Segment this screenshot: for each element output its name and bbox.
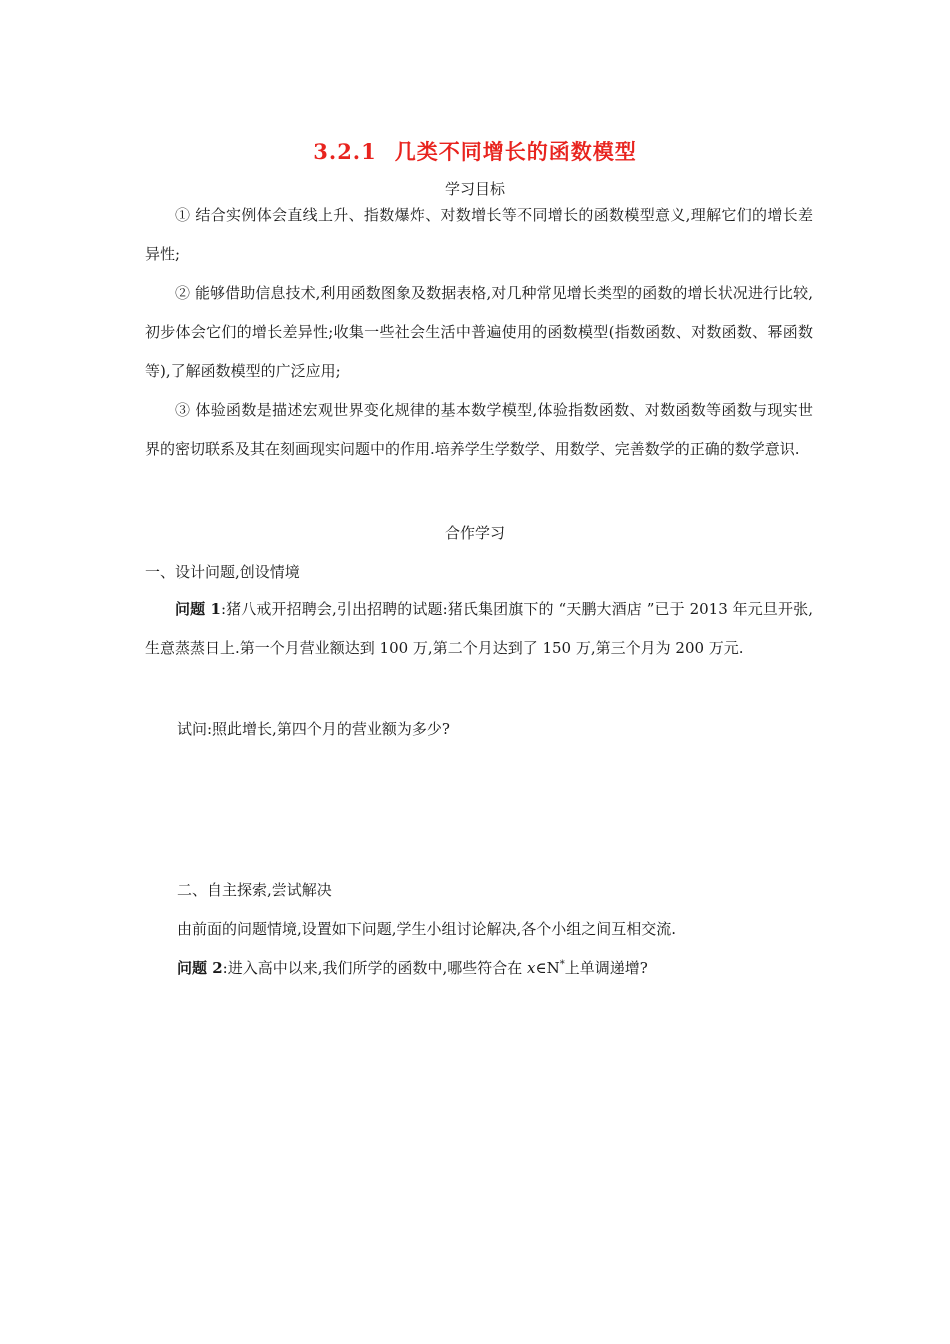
problem-1-question: 试问:照此增长,第四个月的营业额为多少? <box>177 720 450 738</box>
problem-2-variable: x <box>527 959 536 977</box>
problem-2-before: :进入高中以来,我们所学的函数中,哪些符合在 <box>222 959 528 977</box>
problem-2-set: ∈N <box>535 959 560 977</box>
problem-1 <box>145 590 813 668</box>
title-text: 几类不同增长的函数模型 <box>394 139 637 164</box>
objectives-heading: 学习目标 <box>444 180 505 198</box>
section-number: 3.2.1 <box>313 139 377 164</box>
objective-item-1: ① 结合实例体会直线上升、指数爆炸、对数增长等不同增长的函数模型意义,理解它们的增长差异性; <box>145 206 813 263</box>
objective-item-3: ③ 体验函数是描述宏观世界变化规律的基本数学模型,体验指数函数、对数函数等函数与现实世界的密切联系及其在刻画现实问题中的作用.培养学生学数学、用数学、完善数学的正确的数学意识. <box>145 401 813 458</box>
objective-item-2: ② 能够借助信息技术,利用函数图象及数据表格,对几种常见增长类型的函数的增长状况进行比较,初步体会它们的增长差异性;收集一些社会生活中普遍使用的函数模型(指数函数、对数函数、幂函数等),了解函数模型的广泛应用; <box>145 284 813 380</box>
problem-1-label: 问题 1 <box>175 600 221 618</box>
section-1-title: 一、设计问题,创设情境 <box>145 563 300 581</box>
problem-2-set-superscript: * <box>559 959 565 970</box>
problem-2-label: 问题 2 <box>177 959 223 977</box>
problem-2-after: 上单调递增? <box>564 959 648 977</box>
section-2-intro: 由前面的问题情境,设置如下问题,学生小组讨论解决,各个小组之间互相交流. <box>177 920 677 938</box>
problem-2 <box>177 957 648 978</box>
document-title <box>0 136 950 166</box>
section-2-title: 二、自主探索,尝试解决 <box>177 881 332 899</box>
cooperative-heading: 合作学习 <box>444 524 505 542</box>
problem-1-text: :猪八戒开招聘会,引出招聘的试题:猪氏集团旗下的 “天鹏大酒店 ”已于 2013 年元旦开张,生意蒸蒸日上.第一个月营业额达到 100 万,第二个月达到了 150 万,第三个月为 200 万元. <box>145 600 813 657</box>
